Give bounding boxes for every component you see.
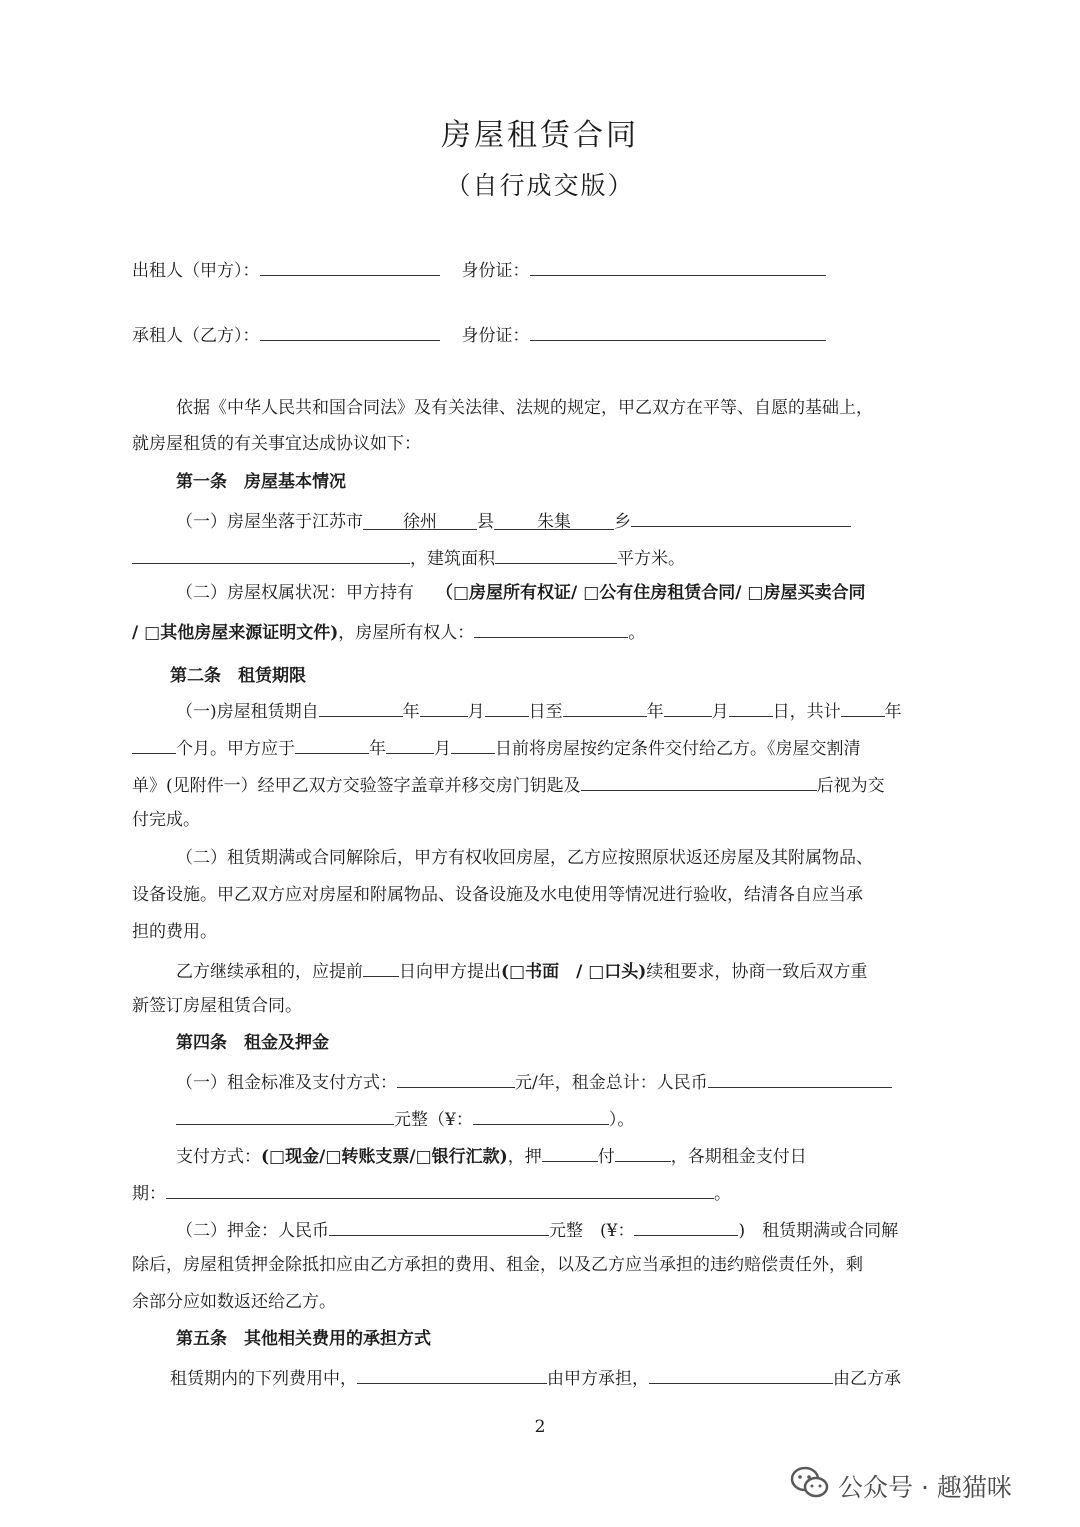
rent-total-label: 元/年，租金总计：人民币 <box>515 1073 708 1093</box>
payment-options: (□现金/□转账支票/□银行汇款) <box>261 1147 508 1167</box>
deposit-months-label: ，押 <box>507 1147 542 1167</box>
area-blank <box>495 544 617 564</box>
ownership-option-other: / □其他房屋来源证明文件) <box>132 623 339 643</box>
preamble-line-2: 就房屋租赁的有关事宜达成协议如下： <box>132 434 421 454</box>
handover-day-blank <box>451 734 495 754</box>
article-4-heading: 第四条 租金及押金 <box>176 1033 329 1053</box>
month-label: 月 <box>467 702 485 722</box>
payment-label: 支付方式： <box>176 1147 261 1167</box>
wechat-icon <box>790 1466 830 1506</box>
start-day-blank <box>485 697 529 717</box>
lessee-id-blank <box>530 321 826 341</box>
watermark <box>790 1466 1012 1506</box>
ownership-options: （□房屋所有权证/ □公有住房租赁合同/ □房屋买卖合同 <box>436 583 866 603</box>
rent-close: ）。 <box>608 1110 635 1130</box>
lessee-id-label: 身份证： <box>461 326 530 346</box>
lease-end-line-1: （二）租赁期满或合同解除后，甲方有权收回房屋，乙方应按照原状返还房屋及其附属物品、 <box>176 848 873 868</box>
ownership-label: （二）房屋权属状况：甲方持有 <box>176 583 414 603</box>
article-1-ownership-line <box>176 581 865 605</box>
article-1-location-line <box>176 507 851 531</box>
lessor-name-blank <box>260 256 440 276</box>
preamble-line-1: 依据《中华人民共和国合同法》及有关法律、法规的规定，甲乙双方在平等、自愿的基础上， <box>176 398 873 418</box>
area-unit: 平方米。 <box>617 549 685 569</box>
pay-months-label: 付 <box>597 1147 615 1167</box>
payment-date-label: ，各期租金支付日 <box>670 1147 807 1167</box>
article-5-heading: 第五条 其他相关费用的承担方式 <box>176 1329 431 1349</box>
rent-amount-blank <box>473 1105 609 1125</box>
renewal-text-2: 日向甲方提出 <box>399 962 501 982</box>
lease-end-line-3: 担的费用。 <box>132 922 217 942</box>
period-mark: 。 <box>628 623 646 643</box>
article-1-ownership-line-2 <box>132 618 645 642</box>
renewal-line-2: 新签订房屋租赁合同。 <box>132 996 302 1016</box>
lessor-id-blank <box>530 256 826 276</box>
address-blank-2 <box>132 544 410 564</box>
month-label: 月 <box>434 739 451 759</box>
handover-items-blank <box>581 771 817 791</box>
deposit-label: （二）押金：人民币 <box>176 1221 329 1241</box>
total-label: 日，共计 <box>772 702 841 722</box>
article-1-heading: 第一条 房屋基本情况 <box>176 472 346 492</box>
deposit-line-3: 余部分应如数返还给乙方。 <box>132 1292 336 1312</box>
page-number: 2 <box>534 1417 546 1437</box>
renewal-text: 乙方继续承租的，应提前 <box>176 962 363 982</box>
city-field: 徐州 <box>363 510 477 530</box>
location-label: （一）房屋坐落于江苏市 <box>176 512 363 532</box>
deposit-months-blank <box>542 1142 598 1162</box>
address-blank <box>631 507 851 527</box>
rent-line-2 <box>176 1105 634 1129</box>
month-label: 月 <box>711 702 729 722</box>
renewal-text-3: 续租要求，协商一致后双方重 <box>646 962 868 982</box>
county-label: 县 <box>477 512 494 532</box>
lease-term-line-3 <box>132 771 885 795</box>
deposit-line-1 <box>176 1216 898 1240</box>
rent-total-blank-2 <box>176 1105 394 1125</box>
watermark-text: 公众号 · 趣猫咪 <box>838 1473 1012 1502</box>
handover-month-blank <box>386 734 434 754</box>
article-2-heading: 第二条 租赁期限 <box>170 666 306 686</box>
lease-term-line-1 <box>176 697 902 721</box>
lease-end-line-2: 设备设施。甲乙双方应对房屋和附属物品、设备设施及水电使用等情况进行验收，结清各自应当承 <box>132 885 863 905</box>
payment-date-label-2: 期： <box>132 1184 166 1204</box>
day-to-label: 日至 <box>528 702 563 722</box>
rent-total-blank <box>708 1068 892 1088</box>
handover-list-text: 单》(见附件一）经甲乙双方交验签字盖章并移交房门钥匙及 <box>132 776 581 796</box>
handover-year-blank <box>295 734 369 754</box>
article-1-area-line <box>132 544 685 568</box>
owner-blank <box>474 618 628 638</box>
deposit-line-2: 除后，房屋租赁押金除抵扣应由乙方承担的费用、租金，以及乙方应当承担的违约赔偿责任外，剩 <box>132 1255 863 1275</box>
end-month-blank <box>664 697 712 717</box>
rent-per-year-blank <box>397 1068 515 1088</box>
payment-line-2 <box>132 1179 731 1203</box>
deposit-number-blank <box>634 1216 738 1236</box>
handover-complete-text: 后视为交 <box>816 776 885 796</box>
renewal-days-blank <box>363 957 399 977</box>
fees-label: 租赁期内的下列费用中， <box>170 1369 357 1389</box>
year-label: 年 <box>884 702 902 722</box>
lease-term-line-2 <box>132 734 861 758</box>
township-label: 乡 <box>614 512 631 532</box>
renewal-line-1 <box>176 957 867 981</box>
fees-line-1 <box>170 1364 901 1388</box>
lessee-label: 承租人（乙方）： <box>132 326 260 346</box>
handover-label: 个月。甲方应于 <box>176 739 295 759</box>
year-label: 年 <box>402 702 420 722</box>
year-label: 年 <box>369 739 386 759</box>
fees-lessor-label: 由甲方承担， <box>547 1369 649 1389</box>
term-from-label: （一)房屋租赁期自 <box>176 702 319 722</box>
payment-date-blank <box>166 1179 714 1199</box>
year-label: 年 <box>646 702 664 722</box>
end-day-blank <box>729 697 773 717</box>
handover-text: 日前将房屋按约定条件交付给乙方。《房屋交割清 <box>495 739 861 759</box>
lease-term-line-4: 付完成。 <box>132 810 200 830</box>
payment-line-1 <box>176 1142 807 1166</box>
area-label: ，建筑面积 <box>410 549 495 569</box>
document-subtitle: （自行成交版） <box>445 171 635 200</box>
start-month-blank <box>420 697 468 717</box>
lessor-label: 出租人（甲方）： <box>132 261 260 281</box>
fees-lessee-blank <box>649 1364 833 1384</box>
lessee-line <box>132 321 826 345</box>
rent-line-1 <box>176 1068 892 1092</box>
pay-months-blank <box>615 1142 671 1162</box>
document-title: 房屋租赁合同 <box>441 118 639 153</box>
fees-lessor-blank <box>357 1364 547 1384</box>
lessee-name-blank <box>260 321 440 341</box>
rent-standard-label: （一）租金标准及支付方式： <box>176 1073 397 1093</box>
owner-label: ，房屋所有权人： <box>338 623 475 643</box>
total-years-blank <box>841 697 885 717</box>
lessor-line <box>132 256 826 280</box>
start-year-blank <box>319 697 403 717</box>
fees-lessee-label: 由乙方承 <box>833 1369 901 1389</box>
lessor-id-label: 身份证： <box>461 261 530 281</box>
deposit-amount-blank <box>329 1216 549 1236</box>
deposit-yuan-label: 元整 (¥： <box>549 1221 635 1241</box>
period-mark: 。 <box>714 1184 731 1204</box>
town-field: 朱集 <box>494 510 614 530</box>
deposit-text: ) 租赁期满或合同解 <box>738 1221 899 1241</box>
total-months-blank <box>132 734 176 754</box>
renewal-options: (□书面 / □口头) <box>501 962 647 982</box>
end-year-blank <box>563 697 647 717</box>
rent-yuan-label: 元整（¥： <box>394 1110 473 1130</box>
